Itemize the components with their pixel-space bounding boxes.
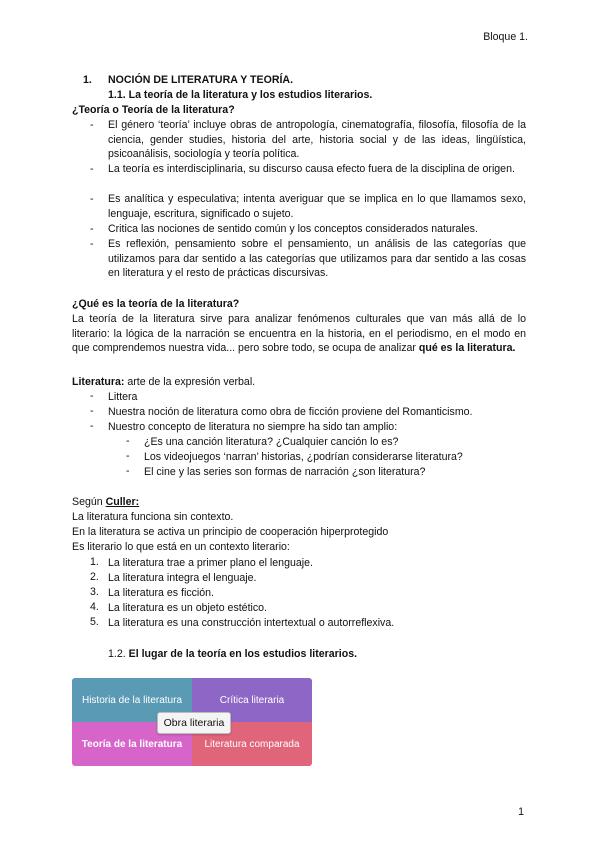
numbered-item: La literatura es ficción. [108,587,214,599]
bullet-item: Nuestro concepto de literatura no siempre ha sido tan amplio: [108,421,398,433]
subsection-title-1-1: 1.1. La teoría de la literatura y los estudios literarios. [108,89,373,101]
question-heading-2: ¿Qué es la teoría de la literatura? [72,298,240,310]
question-heading-1: ¿Teoría o Teoría de la literatura? [72,104,235,116]
bullet-dash: - [90,119,94,131]
culler-name: Culler: [105,496,140,508]
culler-line: La literatura funciona sin contexto. [72,511,234,523]
definition-literatura [72,375,255,389]
bullet-dash: - [90,390,94,402]
list-number: 1. [90,556,99,568]
bullet-dash: - [90,193,94,205]
numbered-item: La literatura es un objeto estético. [108,602,268,614]
bullet-dash: - [90,223,94,235]
bullet-item: Es reflexión, pensamiento sobre el pensamiento, un análisis de las categorías que utilizamos para dar sentido a las categorías que utilizamos para dar sentido a las cosas en literatura y el resto de prácticas discursivas. [108,238,526,280]
bullet-item: La teoría es interdisciplinaria, su discurso causa efecto fuera de la disciplina de origen. [108,163,515,175]
paragraph-bold: qué es la literatura. [418,342,516,355]
subbullet-dash: - [126,450,130,462]
subbullet-item: El cine y las series son formas de narración ¿son literatura? [144,466,426,478]
bullet-dash: - [90,405,94,417]
definition-label: Literatura: [72,376,125,388]
quadrant-critica: Crítica literaria [192,678,312,722]
section-number: 1. [83,74,92,86]
page-number: 1 [518,806,524,818]
subsection-prefix: 1.2. [108,648,129,660]
quadrant-teoria: Teoría de la literatura [72,722,192,766]
section-title: NOCIÓN DE LITERATURA Y TEORÍA. [108,74,294,86]
bullet-item: El género ‘teoría’ incluye obras de antropología, cinematografía, filosofía, filosofía de la ciencia, gender studies, historia del arte, historia social y de las ideas, lingüística, psicoanálisis, sociología y teoría política. [108,119,526,161]
culler-line: Es literario lo que está en un contexto literario: [72,541,290,553]
subsection-title-1-2 [108,647,357,661]
numbered-item: La literatura trae a primer plano el lenguaje. [108,557,313,569]
paragraph-teoria [72,312,526,356]
culler-prefix: Según [72,496,106,508]
list-number: 4. [90,601,99,613]
subbullet-dash: - [126,435,130,447]
bullet-item: Critica las nociones de sentido común y los conceptos considerados naturales. [108,223,478,235]
subsection-bold: El lugar de la teoría en los estudios literarios. [128,648,358,660]
bullet-dash: - [90,420,94,432]
list-number: 5. [90,616,99,628]
subbullet-item: Los videojuegos ‘narran’ historias, ¿podrían considerarse literatura? [144,451,463,463]
list-number: 2. [90,571,99,583]
bullet-dash: - [90,238,94,250]
quadrant-historia: Historia de la literatura [72,678,192,722]
numbered-item: La literatura integra el lenguaje. [108,572,257,584]
bullet-dash: - [90,163,94,175]
paragraph-text: La teoría de la literatura sirve para analizar fenómenos culturales que van más allá de lo literario: la lógica de la narración se encuentra en la historia, en el periodismo, en el modo en que comprendemos nuestra vida... pero sobre todo, se ocupa de analizar [72,313,526,355]
running-header: Bloque 1. [483,31,528,43]
definition-text: arte de la expresión verbal. [124,376,256,388]
culler-line: En la literatura se activa un principio de cooperación hiperprotegido [72,526,389,538]
subbullet-item: ¿Es una canción literatura? ¿Cualquier canción lo es? [144,436,399,448]
literary-studies-diagram [72,678,312,766]
culler-heading [72,495,139,509]
bullet-item: Es analítica y especulativa; intenta averiguar que se implica en lo que llamamos sexo, lenguaje, escritura, significado o sujeto. [108,193,526,220]
bullet-item: Nuestra noción de literatura como obra de ficción proviene del Romanticismo. [108,406,473,418]
list-number: 3. [90,586,99,598]
quadrant-comparada: Literatura comparada [192,722,312,766]
numbered-item: La literatura es una construcción intertextual o autorreflexiva. [108,617,395,629]
subbullet-dash: - [126,465,130,477]
center-obra-literaria: Obra literaria [157,712,231,734]
bullet-item: Littera [108,391,138,403]
